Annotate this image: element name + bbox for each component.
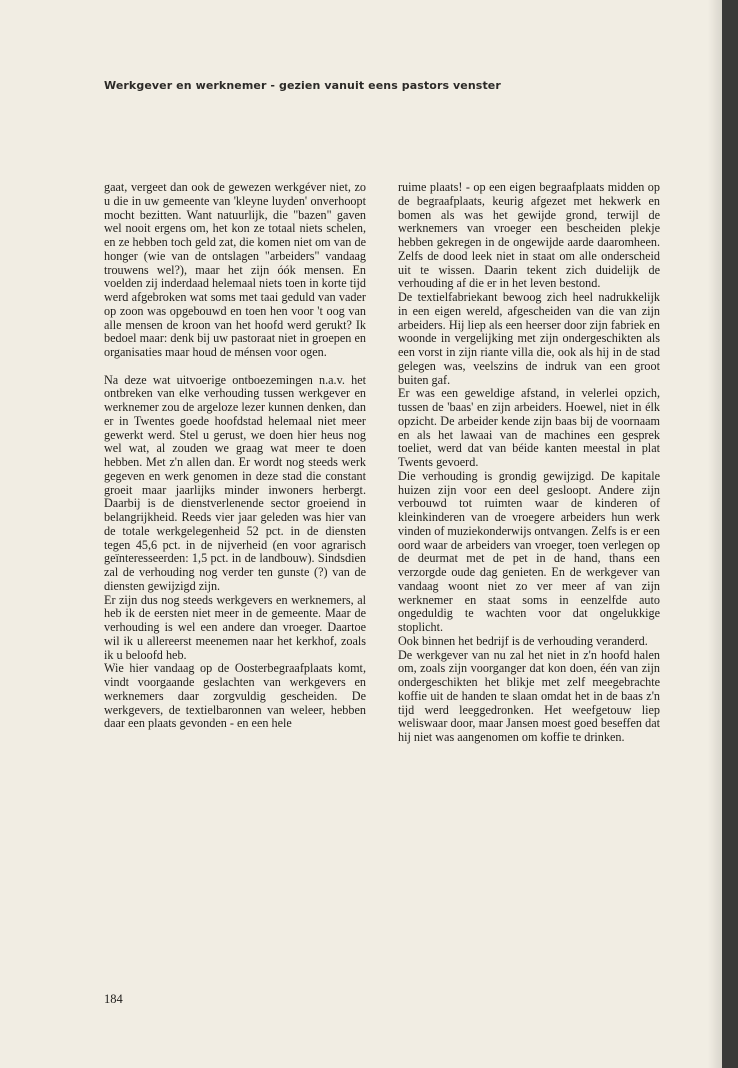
right-paragraph-6: De werkgever van nu zal het niet in z'n hoofd halen om, zoals zijn voorganger dat kon doen, één van zijn ondergeschikten het blikje met zelf meegebrachte koffie uit de handen te slaan omdat het in de baas z'n tijd werd leeggedronken. Het weefgetouw liep weliswaar door, maar Jansen moest goed beseffen dat hij niet was aangenomen om koffie te drinken. xyxy=(398,647,660,744)
right-paragraph-1: ruime plaats! - op een eigen begraafplaats midden op de begraafplaats, keurig afgezet met hekwerk en bomen als was het gewijde grond, terwijl de werknemers van vroeger een bescheiden plekje hebben gekregen in de ongewijde aarde daaromheen. Zelfs de dood leek niet in staat om alle onderscheid uit te wissen. Daarin tekent zich duidelijk de verhouding af die er in het leven bestond. xyxy=(398,180,660,291)
right-paragraph-5: Ook binnen het bedrijf is de verhouding veranderd. xyxy=(398,633,648,648)
left-paragraph-4: Wie hier vandaag op de Oosterbegraafplaats komt, vindt voorgaande geslachten van werkgevers en werknemers daar zorgvuldig gescheiden. De werkgevers, de textielbaronnen van weleer, hebben daar een plaats gevonden - en een hele xyxy=(104,661,366,731)
right-paragraph-4: Die verhouding is grondig gewijzigd. De kapitale huizen zijn voor een deel gesloopt. Andere zijn verbouwd tot ruimten waar de kinderen of kleinkinderen van de vroegere arbeiders hun werk vinden of muziekonderwijs ontvangen. Zelfs is er een oord waar de arbeiders van vroeger, toen verlegen op de deurmat met de pet in de hand, thans een verzorgde oude dag genieten. En de werkgever van vandaag woont niet zo ver meer af van zijn werknemer en staat soms in eenzelfde auto ongeduldig te wachten voor dat ongelukkige stoplicht. xyxy=(398,468,660,634)
left-column xyxy=(104,181,366,731)
right-paragraph-2: De textielfabriekant bewoog zich heel nadrukkelijk in een eigen wereld, afgescheiden van die van zijn arbeiders. Hij liep als een heerser door zijn fabriek en woonde in vergelijking met zijn ondergeschikten als een vorst in zijn riante villa die, ook als hij in de stad gelegen was, veelszins de indruk van een groot buiten gaf. xyxy=(398,290,660,387)
right-column xyxy=(398,181,660,745)
page-edge-shadow xyxy=(708,0,722,1068)
left-paragraph-1: gaat, vergeet dan ook de gewezen werkgéver niet, zo u die in uw gemeente van 'kleyne luyden' onverhoopt mocht bezitten. Want natuurlijk, die "bazen" gaven wel nooit ergens om, het kon ze totaal niets schelen, en ze hebben toch geld zat, die komen niet om van de honger (wie van de ontslagen "arbeiders" vandaag trouwens wel?), maar het zijn óók mensen. En voelden zij inderdaad helemaal niets toen in korte tijd werd afgebroken wat soms met taai geduld van vader op zoon was opgebouwd en toen hen voor 't oog van alle mensen de kroon van het hoofd werd gerukt? Ik bedoel maar: denk bij uw pastoraat niet in groepen en organisaties maar houd de ménsen voor ogen. xyxy=(104,180,366,359)
page-number: 184 xyxy=(104,992,123,1006)
left-paragraph-2: Na deze wat uitvoerige ontboezemingen n.a.v. het ontbreken van elke verhouding tussen werkgever en werknemer zou de argeloze lezer kunnen denken, dan er in Twentes goede hoofdstad helemaal niet meer gewerkt werd. Stel u gerust, we doen hier heus nog wel wat, al zouden we graag wat meer te doen hebben. Met z'n allen dan. Er wordt nog steeds werk gegeven en werk genomen in deze stad die constant groeit maar jaarlijks minder inwoners herbergt. Daarbij is de dienstverlenende sector groeiend in belangrijkheid. Reeds vier jaar geleden was hier van de totale werkgelegenheid 52 pct. in de diensten tegen 45,6 pct. in de nijverheid (en voor agrarisch geïnteresseerden: 1,5 pct. in de landbouw). Sindsdien zal de verhouding nog verder ten gunste (?) van de diensten gewijzigd zijn. xyxy=(104,372,366,593)
left-paragraph-3: Er zijn dus nog steeds werkgevers en werknemers, al heb ik de eersten niet meer in de gemeente. Maar de verhouding is wel een andere dan vroeger. Daartoe wil ik u allereerst meenemen naar het kerkhof, zoals ik u beloofd heb. xyxy=(104,592,366,662)
running-head: Werkgever en werknemer - gezien vanuit eens pastors venster xyxy=(104,79,501,92)
right-paragraph-3: Er was een geweldige afstand, in velerlei opzich, tussen de 'baas' en zijn arbeiders. Hoewel, niet in élk opzicht. De arbeider kende zijn baas bij de voornaam en als het lawaai van de machines een gesprek toeliet, werd dat van béide kanten meestal in plat Twents gevoerd. xyxy=(398,386,660,469)
